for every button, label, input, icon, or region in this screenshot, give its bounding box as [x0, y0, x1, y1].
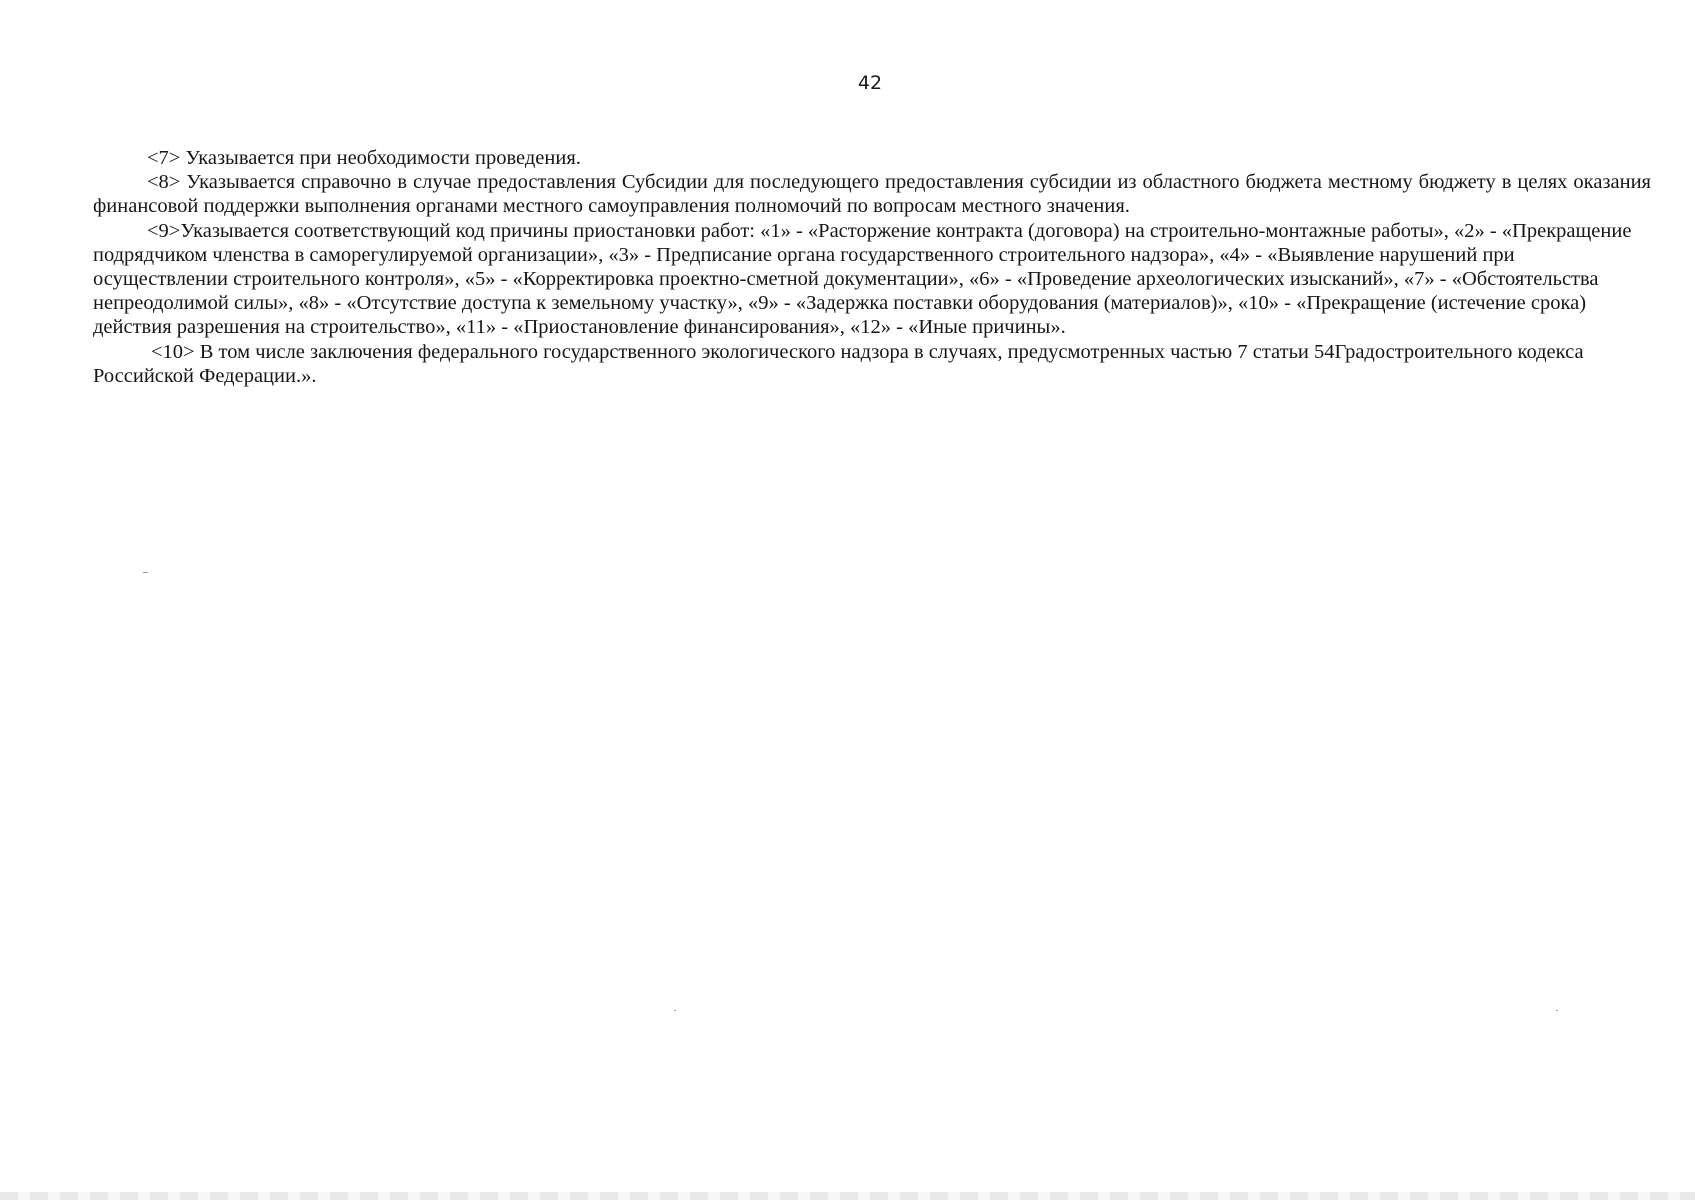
- footnote-10: <10> В том числе заключения федерального государственного экологического надзора в случаях, предусмотренных частью 7 статьи 54Градостроительного кодекса Российской Федерации.».: [93, 340, 1584, 387]
- footnotes-block: [93, 146, 1651, 388]
- scan-speck: [674, 1010, 676, 1011]
- scan-speck: [143, 572, 148, 573]
- scan-bottom-edge: [0, 1192, 1695, 1200]
- footnote-9: <9>Указывается соответствующий код причины приостановки работ: «1» - «Расторжение контракта (договора) на строительно-монтажные работы», «2» - «Прекращение подрядчиком членства в саморегулируемой организации», «3» - Предписание органа государственного строительного надзора», «4» - «Выявление нарушений при осуществлении строительного контроля», «5» - «Корректировка проектно-сметной документации», «6» - «Проведение археологических изысканий», «7» - «Обстоятельства непреодолимой силы», «8» - «Отсутствие доступа к земельному участку», «9» - «Задержка поставки оборудования (материалов)», «10» - «Прекращение (истечение срока) действия разрешения на строительство», «11» - «Приостановление финансирования», «12» - «Иные причины».: [93, 219, 1632, 339]
- scan-speck: [1556, 1010, 1558, 1011]
- footnote-7: <7> Указывается при необходимости проведения.: [147, 147, 581, 169]
- footnote-8: <8> Указывается справочно в случае предоставления Субсидии для последующего предоставления субсидии из областного бюджета местному бюджету в целях оказания финансовой поддержки выполнения органами местного самоуправления полномочий по вопросам местного значения.: [93, 171, 1651, 218]
- page-number: 42: [857, 72, 883, 94]
